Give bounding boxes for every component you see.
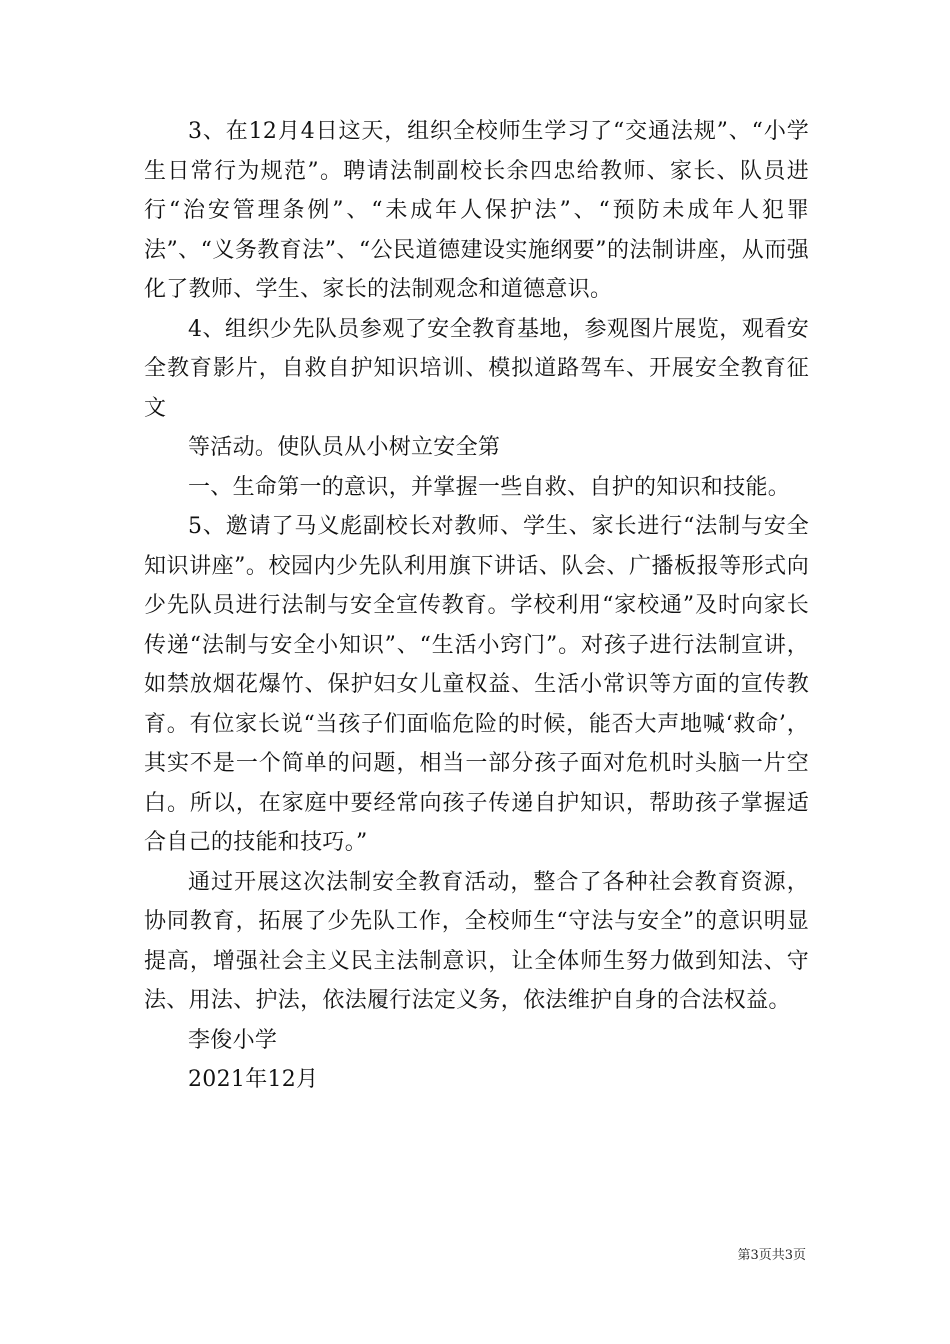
paragraph-item-3: 3、在12月4日这天，组织全校师生学习了“交通法规”、“小学生日常行为规范”。聘请法制副校长余四忠给教师、家长、队员进行“治安管理条例”、“未成年人保护法”、“预防未成年人犯罪法”、“义务教育法”、“公民道德建设实施纲要”的法制讲座，从而强化了教师、学生、家长的法制观念和道德意识。	[144, 119, 809, 302]
paragraph-item-4: 4、组织少先队员参观了安全教育基地，参观图片展览，观看安全教育影片，自救自护知识培训、模拟道路驾车、开展安全教育征文	[144, 316, 809, 421]
signature-date: 2021年12月	[188, 1067, 319, 1092]
signature-school: 李俊小学	[188, 1027, 278, 1053]
paragraph-summary: 通过开展这次法制安全教育活动，整合了各种社会教育资源，协同教育，拓展了少先队工作，全校师生“守法与安全”的意识明显提高，增强社会主义民主法制意识，让全体师生努力做到知法、守法、用法、护法，依法履行法定义务，依法维护自身的合法权益。	[144, 869, 809, 1013]
paragraph-continuation: 等活动。使队员从小树立安全第	[188, 435, 501, 460]
paragraph-awareness: 一、生命第一的意识，并掌握一些自救、自护的知识和技能。	[188, 474, 791, 500]
document-body	[144, 112, 809, 1100]
paragraph-item-5: 5、邀请了马义彪副校长对教师、学生、家长进行“法制与安全知识讲座”。校园内少先队利用旗下讲话、队会、广播板报等形式向少先队员进行法制与安全宣传教育。学校利用“家校通”及时向家长传递“法制与安全小知识”、“生活小窍门”。对孩子进行法制宣讲，如禁放烟花爆竹、保护妇女儿童权益、生活小常识等方面的宣传教育。有位家长说“当孩子们面临危险的时候，能否大声地喊‘救命’，其实不是一个简单的问题，相当一部分孩子面对危机时头脑一片空白。所以，在家庭中要经常向孩子传递自护知识，帮助孩子掌握适合自己的技能和技巧。”	[144, 514, 809, 855]
page-number: 第3页共3页	[737, 1248, 806, 1263]
